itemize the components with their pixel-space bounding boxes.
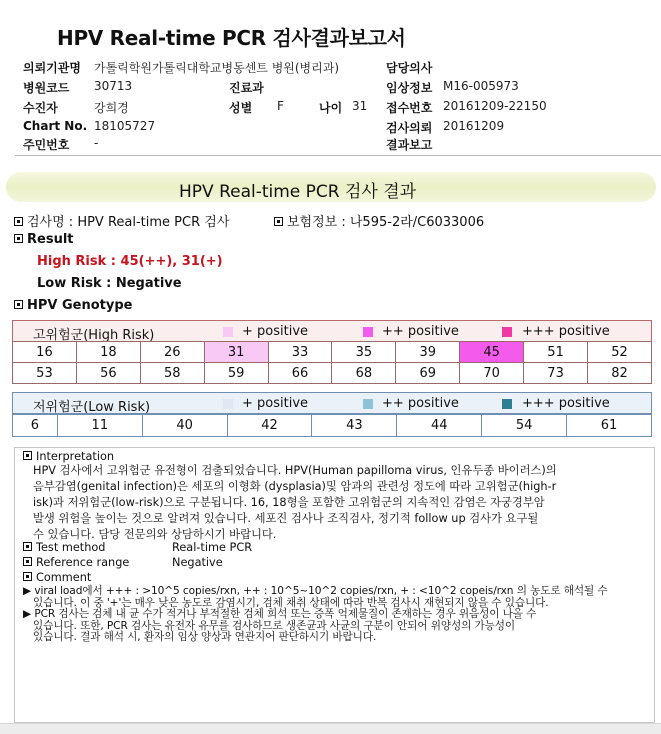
genotype-cell-68: 68 [332, 363, 396, 384]
genotype-row [13, 342, 652, 363]
comment-line: 있습니다. 이 중 '+'는 매우 낮은 농도로 감염시기, 검체 채취 상태에 따라 반복 검사시 재현되지 않을 수 있습니다. [33, 596, 549, 609]
legend-swatch-double-plus [363, 327, 373, 337]
genotype-cell-51: 51 [524, 342, 588, 363]
field-value: 30713 [94, 79, 133, 93]
interpretation-line: 발생 위험을 높이는 것으로 알려져 있습니다. 세포진 검사나 조직검사, 정기적 follow up 검사가 요구될 [33, 512, 539, 525]
patient-name [23, 99, 129, 116]
comment-line: ▶ PCR 검사는 검체 내 균 수가 적거나 부적절한 검체 희석 또는 증폭 억제물질이 존재하는 경우 위음성이 나올 수 [23, 608, 537, 620]
resident-number [23, 136, 99, 153]
test-method-label: Test method [36, 541, 106, 554]
genotype-cell-66: 66 [268, 363, 332, 384]
genotype-cell-69: 69 [396, 363, 460, 384]
genotype-cell-43: 43 [312, 415, 397, 437]
genotype-cell-16: 16 [13, 342, 77, 363]
genotype-heading-line [14, 298, 132, 313]
gender-label: 성별 [229, 101, 253, 115]
gender-value: F [277, 99, 284, 113]
interpretation-line: 음부감염(genital infection)은 세포의 이형화 (dysplasia)및 암과의 관련성 정도에 따라 고위험군(high-r [33, 480, 557, 493]
field-label: 접수번호 [386, 101, 433, 115]
field-label: 병원코드 [23, 81, 70, 95]
field-label: Chart No. [23, 119, 88, 133]
genotype-cell-31: 31 [204, 342, 268, 363]
chart-number [23, 119, 156, 133]
field-value: 18105727 [94, 119, 156, 133]
genotype-cell-56: 56 [76, 363, 140, 384]
field-label: 담당의사 [386, 61, 433, 75]
high-risk-label: 고위험군(High Risk) [33, 328, 155, 343]
test-name: 검사명 : HPV Real-time PCR 검사 [27, 215, 230, 230]
genotype-cell-33: 33 [268, 342, 332, 363]
comment-body [23, 586, 608, 644]
high-risk-header [12, 320, 652, 342]
requesting-institution [23, 59, 340, 76]
genotype-row [13, 415, 652, 437]
interpretation-body [33, 463, 557, 543]
genotype-cell-45: 45 [460, 342, 524, 363]
high-risk-genotype-table [12, 341, 652, 384]
insurance-line [274, 211, 484, 230]
attending-doctor [386, 59, 432, 76]
receipt-number [386, 99, 547, 116]
department-label: 진료과 [229, 81, 264, 95]
field-label: 결과보고 [386, 138, 433, 152]
genotype-cell-39: 39 [396, 342, 460, 363]
test-method-line [23, 540, 105, 556]
legend-plus-label: + positive [242, 396, 309, 411]
comment-line: ▶ viral load에서 +++ : >10^5 copies/rxn, ++ : 10^5~10^2 copies/rxn, + : <10^2 copeis/rxn 의 농도로 해석될 수 [23, 585, 608, 597]
checkbox-icon [14, 300, 23, 309]
reference-range-line [23, 555, 129, 571]
field-value: M16-005973 [443, 79, 519, 93]
checkbox-icon [14, 234, 23, 243]
genotype-row [13, 363, 652, 384]
genotype-cell-54: 54 [482, 415, 567, 437]
interpretation-heading: Interpretation [36, 450, 115, 463]
genotype-cell-73: 73 [524, 363, 588, 384]
genotype-cell-40: 40 [142, 415, 227, 437]
insurance-info: 보험정보 : 나595-2라/C6033006 [287, 215, 485, 230]
header-divider [15, 155, 661, 156]
field-label: 검사의뢰 [386, 121, 433, 135]
field-label: 의뢰기관명 [23, 61, 81, 75]
genotype-cell-18: 18 [76, 342, 140, 363]
legend-double-plus-label: ++ positive [382, 324, 459, 339]
field-value: - [94, 136, 99, 150]
checkbox-icon [23, 542, 32, 551]
genotype-heading: HPV Genotype [27, 298, 133, 313]
low-risk-result: Low Risk : Negative [37, 276, 182, 291]
genotype-cell-61: 61 [567, 415, 652, 437]
legend-triple-plus-label: +++ positive [522, 324, 610, 339]
hospital-code [23, 79, 133, 96]
genotype-cell-11: 11 [57, 415, 142, 437]
field-value: 20161209-22150 [443, 99, 547, 113]
field-label: 임상정보 [386, 81, 433, 95]
comment-heading: Comment [36, 571, 92, 584]
legend-swatch-triple-plus [502, 399, 512, 409]
field-value: 가톨릭학원가톨릭대학교병동센트 병원(병리과) [94, 61, 340, 75]
comment-line: 있습니다. 또한, PCR 검사는 유전자 유무를 검사하므로 생존균과 사균의 구분이 안되어 위양성의 가능성이 [33, 619, 516, 632]
high-risk-result: High Risk : 45(++), 31(+) [37, 254, 223, 269]
window-bottom-edge [0, 723, 661, 734]
interpretation-line: isk)과 저위험군(low-risk)으로 구분됩니다. 16, 18형을 포함한 고위험군의 지속적인 감염은 자궁경부암 [33, 496, 545, 509]
banner-title: HPV Real-time PCR 검사 결과 [179, 182, 417, 202]
genotype-cell-70: 70 [460, 363, 524, 384]
legend-swatch-triple-plus [502, 327, 512, 337]
checkbox-icon [274, 217, 283, 226]
result-heading: Result [27, 232, 74, 247]
test-method-value: Real-time PCR [172, 541, 253, 554]
reference-range-value: Negative [172, 556, 223, 569]
checkbox-icon [23, 451, 32, 460]
field-value: 강희경 [94, 101, 129, 115]
checkbox-icon [23, 557, 32, 566]
age-label: 나이 [319, 101, 343, 115]
field-label: 주민번호 [23, 138, 70, 152]
genotype-cell-58: 58 [140, 363, 204, 384]
genotype-cell-59: 59 [204, 363, 268, 384]
legend-swatch-plus [223, 399, 233, 409]
genotype-cell-44: 44 [397, 415, 482, 437]
checkbox-icon [23, 572, 32, 581]
genotype-cell-6: 6 [13, 415, 58, 437]
low-risk-header [12, 392, 652, 414]
comment-line: 있습니다. 결과 해석 시, 환자의 임상 양상과 연관지어 판단하시기 바랍니다. [33, 631, 377, 643]
low-risk-label: 저위험군(Low Risk) [33, 400, 151, 415]
age-value: 31 [352, 99, 368, 113]
interpretation-line: 수 있습니다. 담당 전문의와 상담하시기 바랍니다. [33, 528, 277, 541]
legend-triple-plus-label: +++ positive [522, 396, 610, 411]
report-title: HPV Real-time PCR 검사결과보고서 [57, 26, 406, 50]
field-value: 20161209 [443, 119, 505, 133]
request-date [386, 119, 505, 136]
comment-heading-line [23, 570, 91, 586]
legend-plus-label: + positive [242, 324, 309, 339]
genotype-cell-52: 52 [588, 342, 652, 363]
genotype-cell-42: 42 [227, 415, 312, 437]
checkbox-icon [14, 217, 23, 226]
interpretation-line: HPV 검사에서 고위험군 유전형이 검출되었습니다. HPV(Human papilloma virus, 인유두종 바이러스)의 [33, 464, 557, 477]
low-risk-genotype-table [12, 414, 652, 437]
legend-swatch-double-plus [363, 399, 373, 409]
legend-swatch-plus [223, 327, 233, 337]
genotype-cell-35: 35 [332, 342, 396, 363]
clinical-info [386, 79, 519, 96]
legend-double-plus-label: ++ positive [382, 396, 459, 411]
field-label: 수진자 [23, 101, 58, 115]
genotype-cell-53: 53 [13, 363, 77, 384]
result-report [386, 136, 432, 153]
genotype-cell-82: 82 [588, 363, 652, 384]
result-heading-line [14, 232, 74, 247]
genotype-cell-26: 26 [140, 342, 204, 363]
reference-range-label: Reference range [36, 556, 130, 569]
test-name-line [14, 211, 229, 230]
